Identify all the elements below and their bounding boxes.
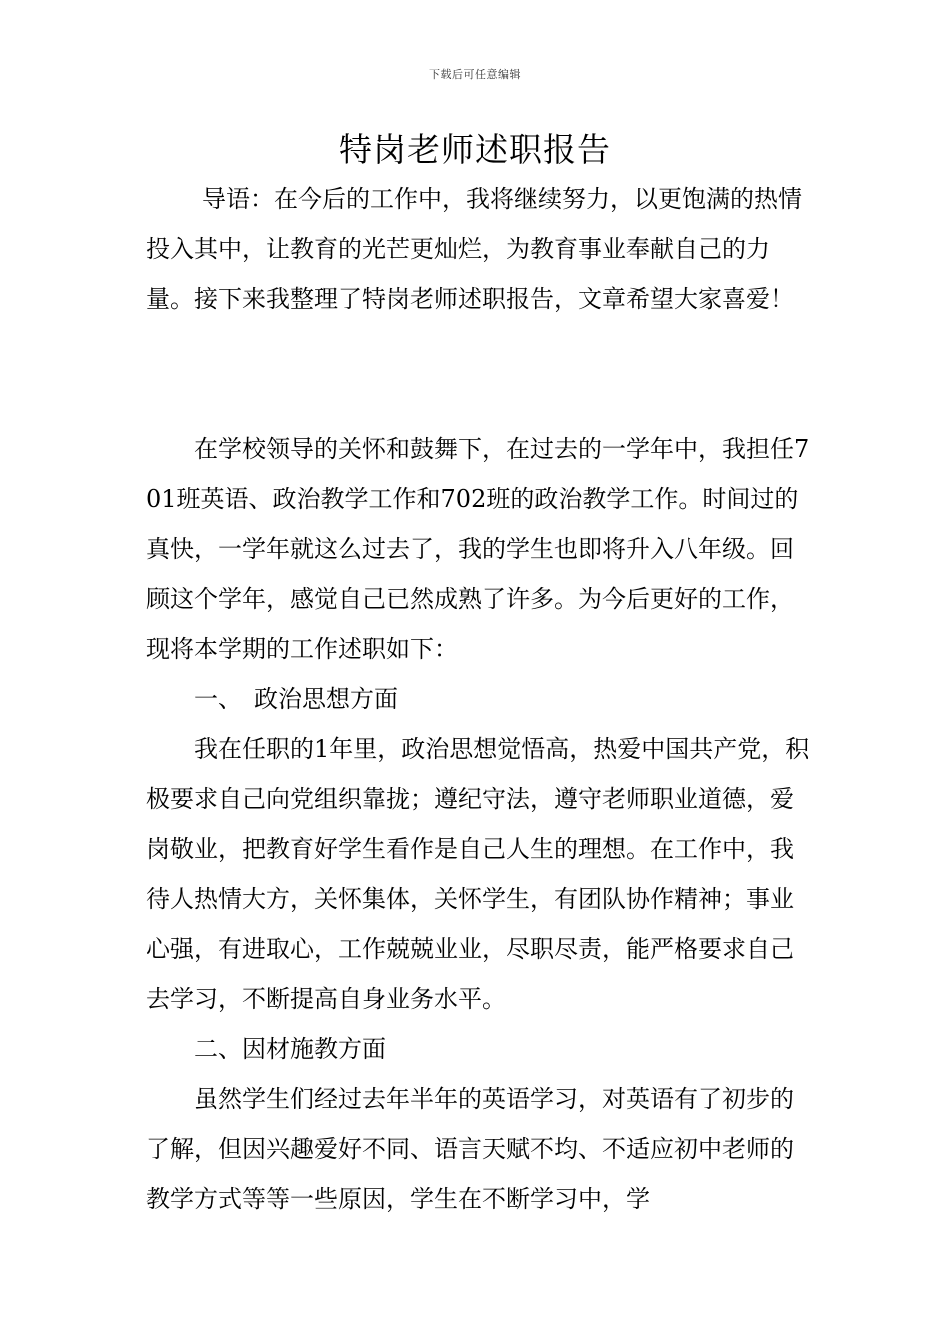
- document-body: [146, 424, 810, 1224]
- intro-block: [146, 174, 810, 324]
- section-heading-politics: 一、 政治思想方面: [194, 685, 398, 713]
- paragraph-teaching: 虽然学生们经过去年半年的英语学习，对英语有了初步的了解，但因兴趣爱好不同、语言天赋不均、不适应初中老师的教学方式等等一些原因，学生在不断学习中，学: [146, 1085, 794, 1213]
- section-heading-teaching: 二、因材施教方面: [194, 1035, 386, 1063]
- paragraph-politics: 我在任职的1年里，政治思想觉悟高，热爱中国共产党，积极要求自己向党组织靠拢；遵纪守法，遵守老师职业道德，爱岗敬业，把教育好学生看作是自己人生的理想。在工作中，我待人热情大方，关怀集体，关怀学生，有团队协作精神；事业心强，有进取心，工作兢兢业业，尽职尽责，能严格要求自己去学习，不断提高自身业务水平。: [146, 735, 810, 1013]
- intro-paragraph: 导语：在今后的工作中，我将继续努力，以更饱满的热情投入其中，让教育的光芒更灿烂，为教育事业奉献自己的力量。接下来我整理了特岗老师述职报告，文章希望大家喜爱！: [146, 185, 802, 313]
- paragraph-opening: 在学校领导的关怀和鼓舞下，在过去的一学年中，我担任701班英语、政治教学工作和702班的政治教学工作。时间过的真快，一学年就这么过去了，我的学生也即将升入八年级。回顾这个学年，感觉自己已然成熟了许多。为今后更好的工作，现将本学期的工作述职如下：: [146, 435, 810, 663]
- header-note: 下载后可任意编辑: [429, 68, 521, 81]
- document-title: 特岗老师述职报告: [339, 130, 611, 169]
